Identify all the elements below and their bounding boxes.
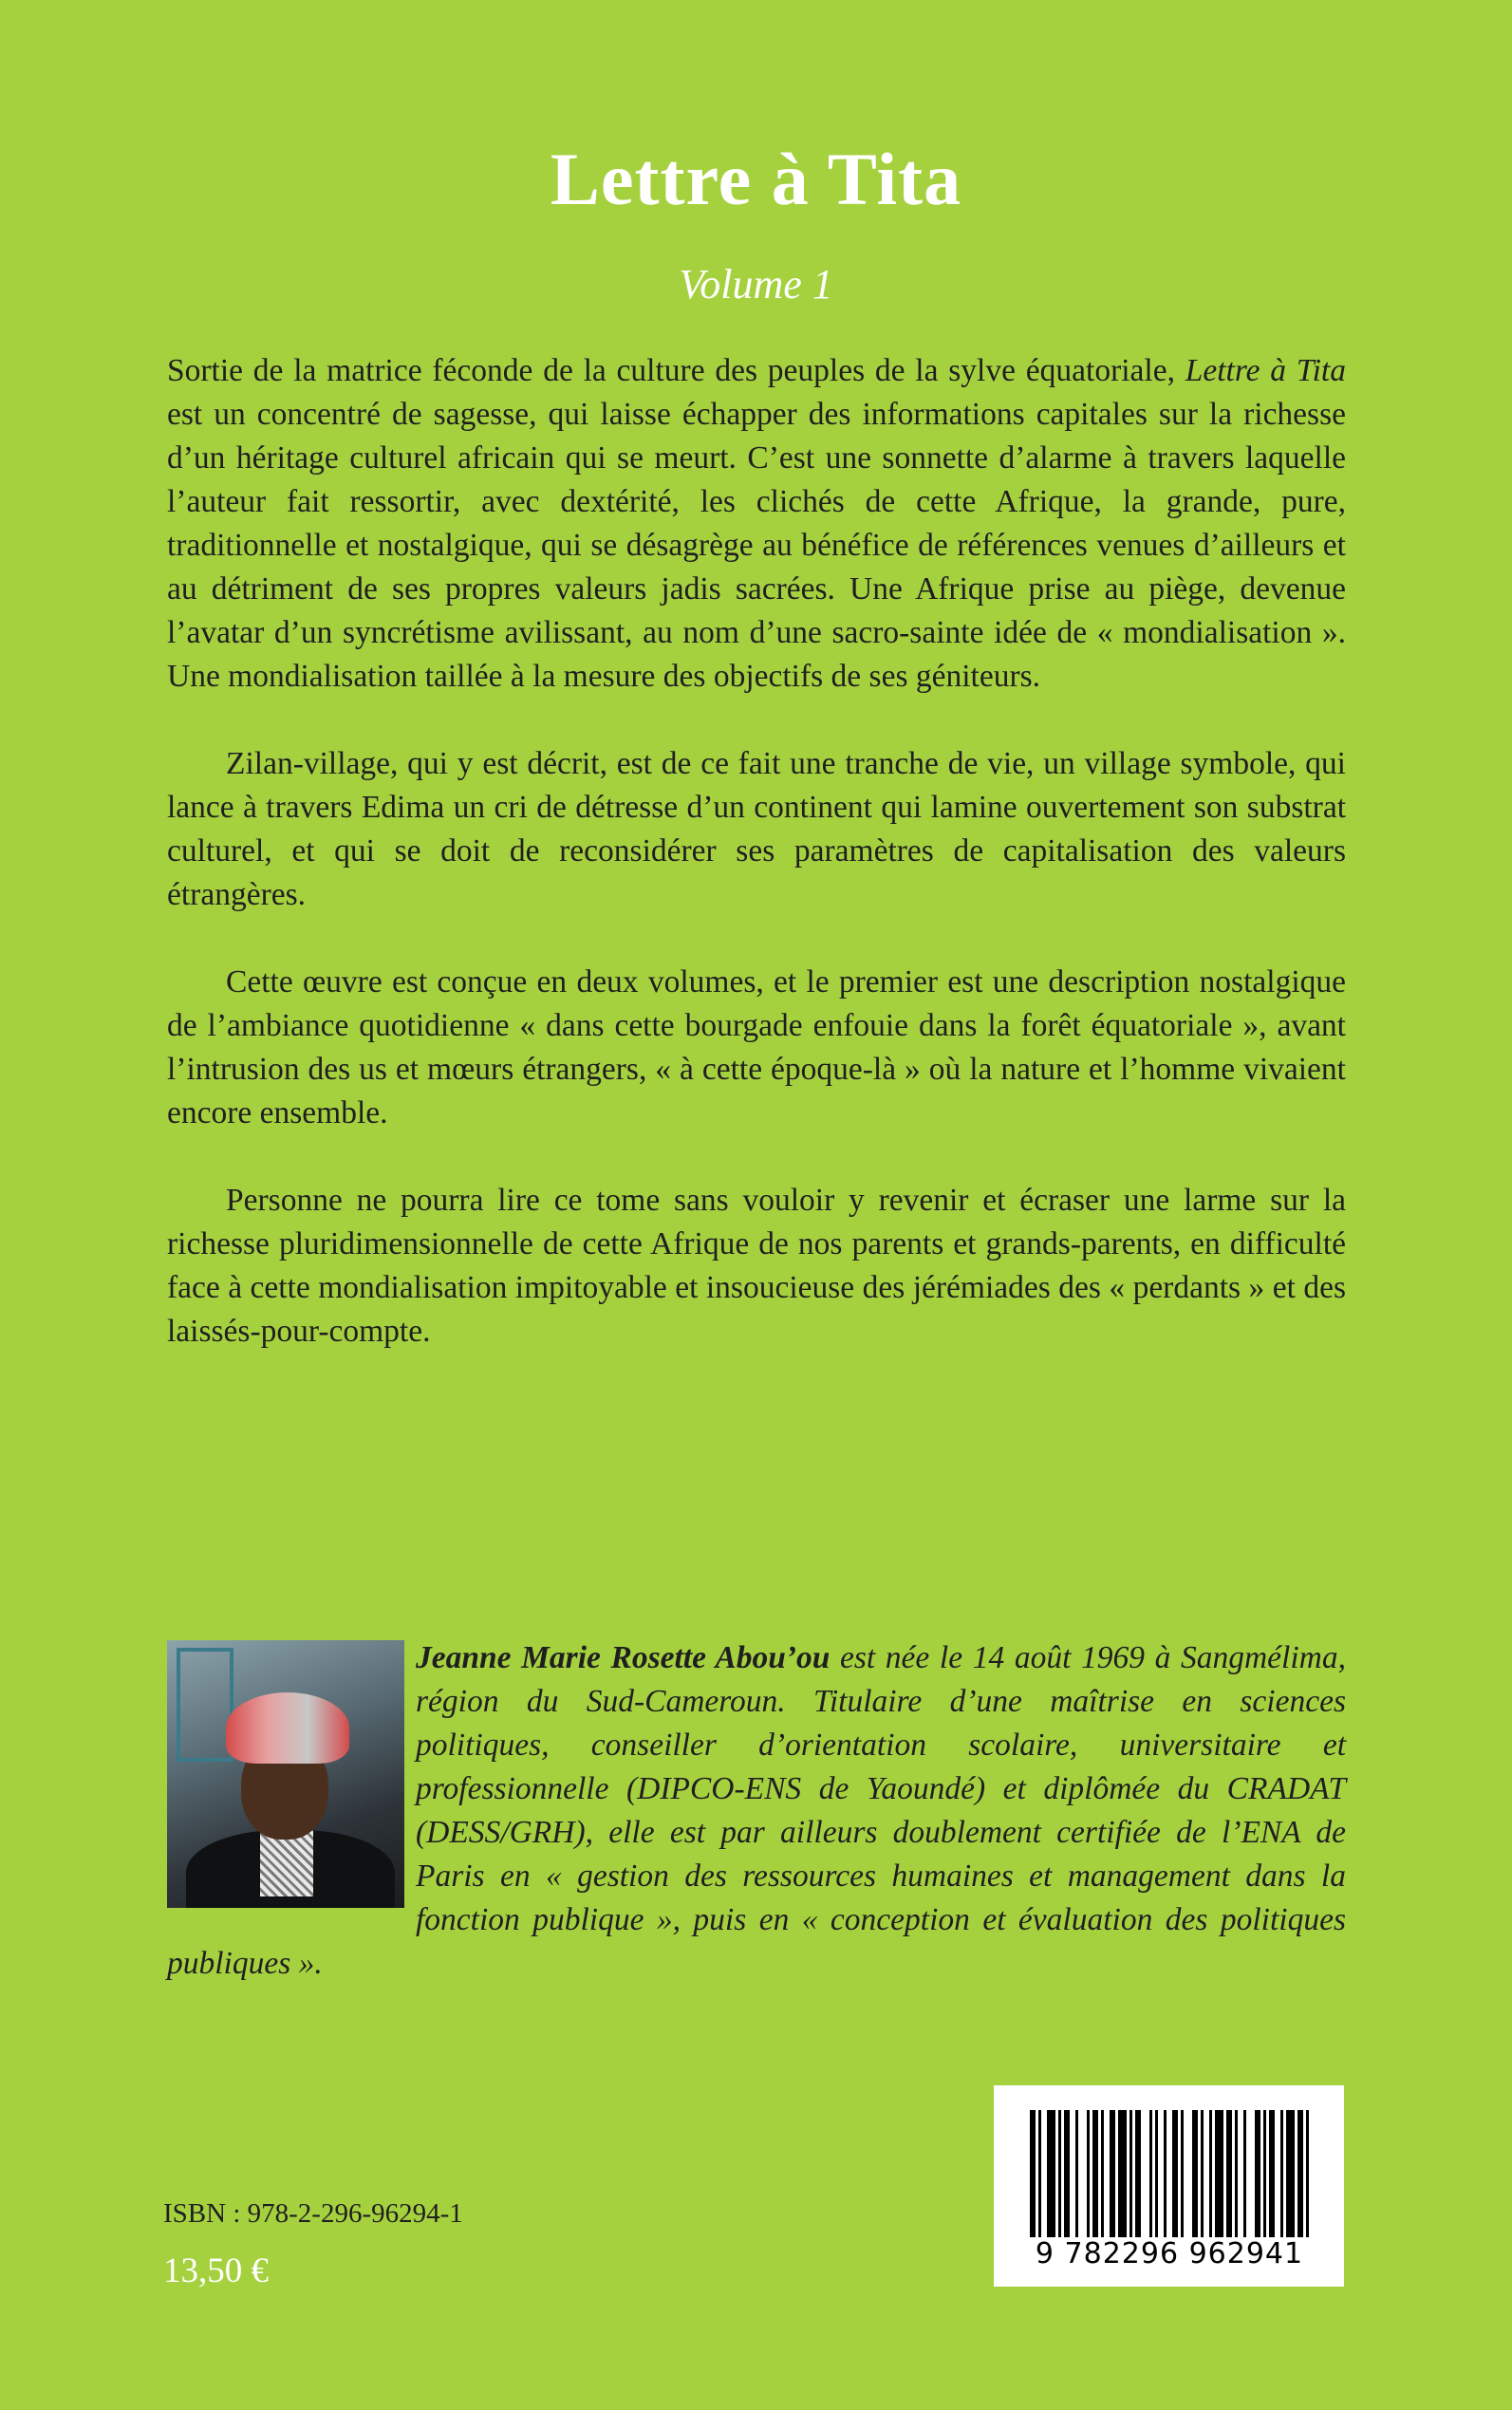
blurb-p1-title: Lettre à Tita [1185, 353, 1346, 388]
blurb-paragraph-3: Cette œuvre est conçue en deux volumes, et le premier est une description nostalgique de l’ambiance quotidienne « dans cette bourgade enfouie dans la forêt équatoriale », avant l’intrusion des us et mœurs étrangers, « à cette époque-là » où la nature et l’homme vivaient encore ensemble. [167, 964, 1346, 1130]
isbn-label: ISBN : 978-2-296-96294-1 [163, 2198, 463, 2229]
volume-label: Volume 1 [679, 261, 833, 308]
barcode-digits: 9 782296 962941 [1035, 2237, 1304, 2270]
author-bio-text: est née le 14 août 1969 à Sangmélima, région du Sud-Cameroun. Titulaire d’une maîtrise en sciences politiques, conseiller d’orientation scolaire, universitaire et professionnelle (DIPCO-ENS de Yaoundé) et diplômée du CRADAT (DESS/GRH), elle est par ailleurs doublement certifiée de l’ENA de Paris en « gestion des ressources humaines et management dans la fonction publique », puis en « conception et évaluation des politiques publiques ». [167, 1640, 1346, 1981]
author-photo [167, 1640, 404, 1908]
blurb-p1-rest: est un concentré de sagesse, qui laisse échapper des informations capitales sur la richesse d’un héritage culturel africain qui se meurt. C’est une sonnette d’alarme à travers laquelle l’auteur fait ressortir, avec dextérité, les clichés de cette Afrique, la grande, pure, traditionnelle et nostalgique, qui se désagrège au bénéfice de références venues d’ailleurs et au détriment de ses propres valeurs jadis sacrées. Une Afrique prise au piège, devenue l’avatar d’un syncrétisme avilissant, au nom d’une sacro-sainte idée de « mondialisation ». Une mondialisation taillée à la mesure des objectifs de ses géniteurs. [167, 397, 1346, 694]
blurb-paragraph-2: Zilan-village, qui y est décrit, est de ce fait une tranche de vie, un village symbole, qui lance à travers Edima un cri de détresse d’un continent qui lamine ouvertement son substrat culturel, et qui se doit de reconsidérer ses paramètres de capitalisation des valeurs étrangères. [167, 746, 1346, 912]
author-name: Jeanne Marie Rosette Abou’ou [416, 1640, 831, 1675]
blurb [167, 349, 1346, 1397]
barcode-bars [1030, 2110, 1315, 2237]
book-title: Lettre à Tita [550, 138, 962, 220]
blurb-paragraph-4: Personne ne pourra lire ce tome sans vouloir y revenir et écraser une larme sur la richesse pluridimensionnelle de cette Afrique de nos parents et grands-parents, en difficulté face à cette mondialisation impitoyable et insoucieuse des jérémiades des « perdants » et des laissés-pour-compte. [167, 1183, 1346, 1349]
price-label: 13,50 € [163, 2251, 269, 2290]
barcode [994, 2085, 1344, 2287]
blurb-paragraph-1 [167, 349, 1346, 699]
blurb-p1-start: Sortie de la matrice féconde de la culture des peuples de la sylve équatoriale, [167, 353, 1185, 388]
